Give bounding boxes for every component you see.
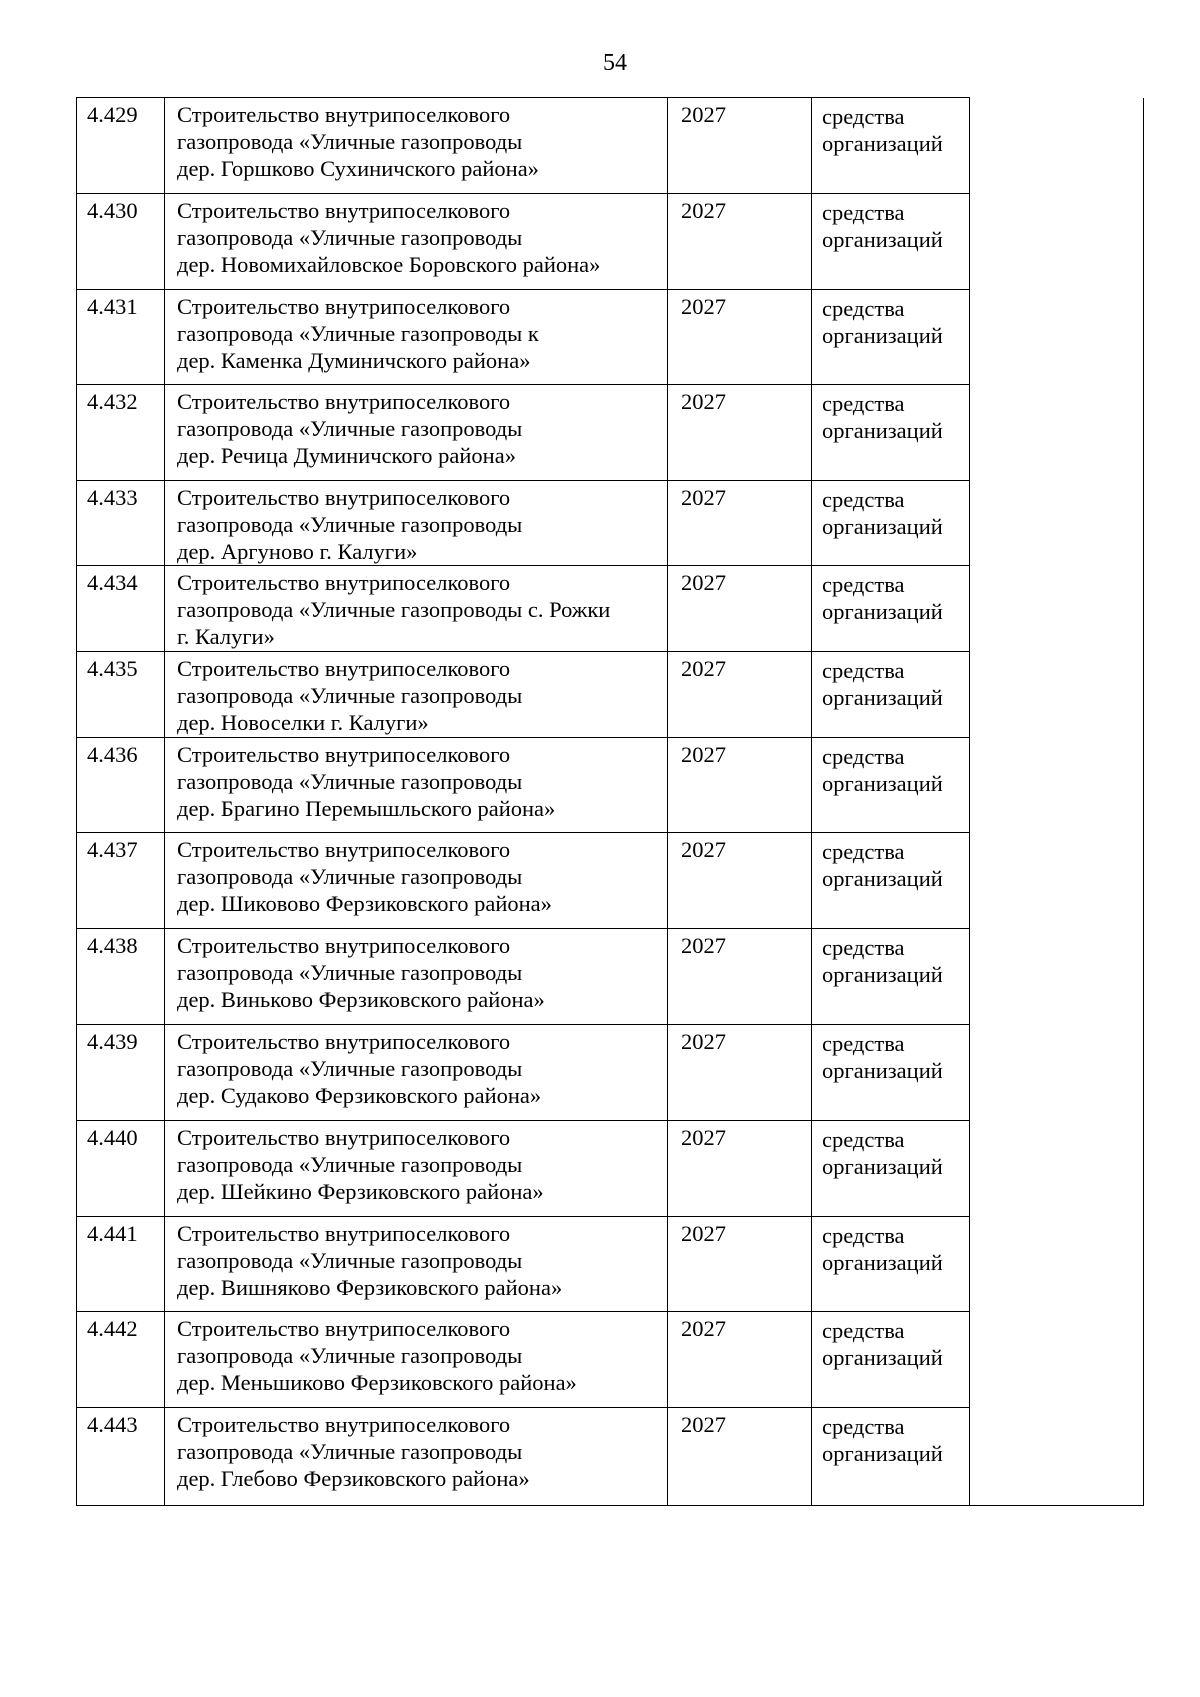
row-number: 4.439 — [77, 1025, 165, 1121]
row-number: 4.434 — [77, 566, 165, 652]
table-row — [77, 1025, 1144, 1121]
funding-source: средства организаций — [812, 929, 970, 1025]
funding-source: средства организаций — [812, 566, 970, 652]
object-name: Строительство внутрипоселкового газопровода «Уличные газопроводы дер. Виньково Ферзиковского района» — [165, 929, 668, 1025]
object-name: Строительство внутрипоселкового газопровода «Уличные газопроводы дер. Шейкино Ферзиковского района» — [165, 1121, 668, 1217]
row-number: 4.440 — [77, 1121, 165, 1217]
table-body — [77, 98, 1144, 1506]
objects-table — [76, 97, 1144, 1506]
empty-cell — [970, 1312, 1144, 1408]
year: 2027 — [668, 290, 812, 385]
object-name: Строительство внутрипоселкового газопровода «Уличные газопроводы дер. Глебово Ферзиковского района» — [165, 1408, 668, 1506]
funding-source: средства организаций — [812, 738, 970, 833]
year: 2027 — [668, 1408, 812, 1506]
row-number: 4.432 — [77, 385, 165, 481]
year: 2027 — [668, 385, 812, 481]
year: 2027 — [668, 652, 812, 738]
table-row — [77, 1312, 1144, 1408]
funding-source: средства организаций — [812, 194, 970, 290]
funding-source: средства организаций — [812, 1312, 970, 1408]
row-number: 4.436 — [77, 738, 165, 833]
funding-source: средства организаций — [812, 385, 970, 481]
funding-source: средства организаций — [812, 481, 970, 566]
year: 2027 — [668, 1217, 812, 1312]
empty-cell — [970, 1408, 1144, 1506]
funding-source: средства организаций — [812, 1408, 970, 1506]
year: 2027 — [668, 1025, 812, 1121]
empty-cell — [970, 652, 1144, 738]
table-row — [77, 385, 1144, 481]
row-number: 4.441 — [77, 1217, 165, 1312]
year: 2027 — [668, 833, 812, 929]
row-number: 4.443 — [77, 1408, 165, 1506]
year: 2027 — [668, 481, 812, 566]
empty-cell — [970, 1025, 1144, 1121]
object-name: Строительство внутрипоселкового газопровода «Уличные газопроводы дер. Вишняково Ферзиковского района» — [165, 1217, 668, 1312]
table-row — [77, 929, 1144, 1025]
page-number: 54 — [603, 50, 627, 76]
funding-source: средства организаций — [812, 290, 970, 385]
funding-source: средства организаций — [812, 1217, 970, 1312]
table-row — [77, 194, 1144, 290]
table-row — [77, 1121, 1144, 1217]
object-name: Строительство внутрипоселкового газопровода «Уличные газопроводы дер. Горшково Сухиничского района» — [165, 98, 668, 194]
table-row — [77, 98, 1144, 194]
row-number: 4.437 — [77, 833, 165, 929]
empty-cell — [970, 738, 1144, 833]
row-number: 4.433 — [77, 481, 165, 566]
funding-source: средства организаций — [812, 98, 970, 194]
year: 2027 — [668, 1121, 812, 1217]
table-row — [77, 652, 1144, 738]
empty-cell — [970, 1217, 1144, 1312]
object-name: Строительство внутрипоселкового газопровода «Уличные газопроводы к дер. Каменка Думиничского района» — [165, 290, 668, 385]
object-name: Строительство внутрипоселкового газопровода «Уличные газопроводы с. Рожки г. Калуги» — [165, 566, 668, 652]
row-number: 4.438 — [77, 929, 165, 1025]
table-row — [77, 481, 1144, 566]
funding-source: средства организаций — [812, 652, 970, 738]
empty-cell — [970, 290, 1144, 385]
row-number: 4.430 — [77, 194, 165, 290]
table-row — [77, 566, 1144, 652]
object-name: Строительство внутрипоселкового газопровода «Уличные газопроводы дер. Новомихайловское Боровского района» — [165, 194, 668, 290]
object-name: Строительство внутрипоселкового газопровода «Уличные газопроводы дер. Шиковово Ферзиковского района» — [165, 833, 668, 929]
empty-cell — [970, 929, 1144, 1025]
year: 2027 — [668, 566, 812, 652]
table-row — [77, 1217, 1144, 1312]
funding-source: средства организаций — [812, 1025, 970, 1121]
table-row — [77, 1408, 1144, 1506]
row-number: 4.435 — [77, 652, 165, 738]
table-row — [77, 290, 1144, 385]
year: 2027 — [668, 98, 812, 194]
object-name: Строительство внутрипоселкового газопровода «Уличные газопроводы дер. Речица Думиничского района» — [165, 385, 668, 481]
empty-cell — [970, 194, 1144, 290]
empty-cell — [970, 1121, 1144, 1217]
object-name: Строительство внутрипоселкового газопровода «Уличные газопроводы дер. Брагино Перемышльского района» — [165, 738, 668, 833]
empty-cell — [970, 385, 1144, 481]
object-name: Строительство внутрипоселкового газопровода «Уличные газопроводы дер. Новоселки г. Калуги» — [165, 652, 668, 738]
empty-cell — [970, 566, 1144, 652]
year: 2027 — [668, 1312, 812, 1408]
row-number: 4.442 — [77, 1312, 165, 1408]
empty-cell — [970, 833, 1144, 929]
object-name: Строительство внутрипоселкового газопровода «Уличные газопроводы дер. Аргуново г. Калуги» — [165, 481, 668, 566]
row-number: 4.429 — [77, 98, 165, 194]
funding-source: средства организаций — [812, 833, 970, 929]
empty-cell — [970, 481, 1144, 566]
table-row — [77, 738, 1144, 833]
object-name: Строительство внутрипоселкового газопровода «Уличные газопроводы дер. Меньшиково Ферзиковского района» — [165, 1312, 668, 1408]
object-name: Строительство внутрипоселкового газопровода «Уличные газопроводы дер. Судаково Ферзиковского района» — [165, 1025, 668, 1121]
year: 2027 — [668, 738, 812, 833]
table-row — [77, 833, 1144, 929]
year: 2027 — [668, 194, 812, 290]
year: 2027 — [668, 929, 812, 1025]
row-number: 4.431 — [77, 290, 165, 385]
funding-source: средства организаций — [812, 1121, 970, 1217]
empty-cell — [970, 98, 1144, 194]
